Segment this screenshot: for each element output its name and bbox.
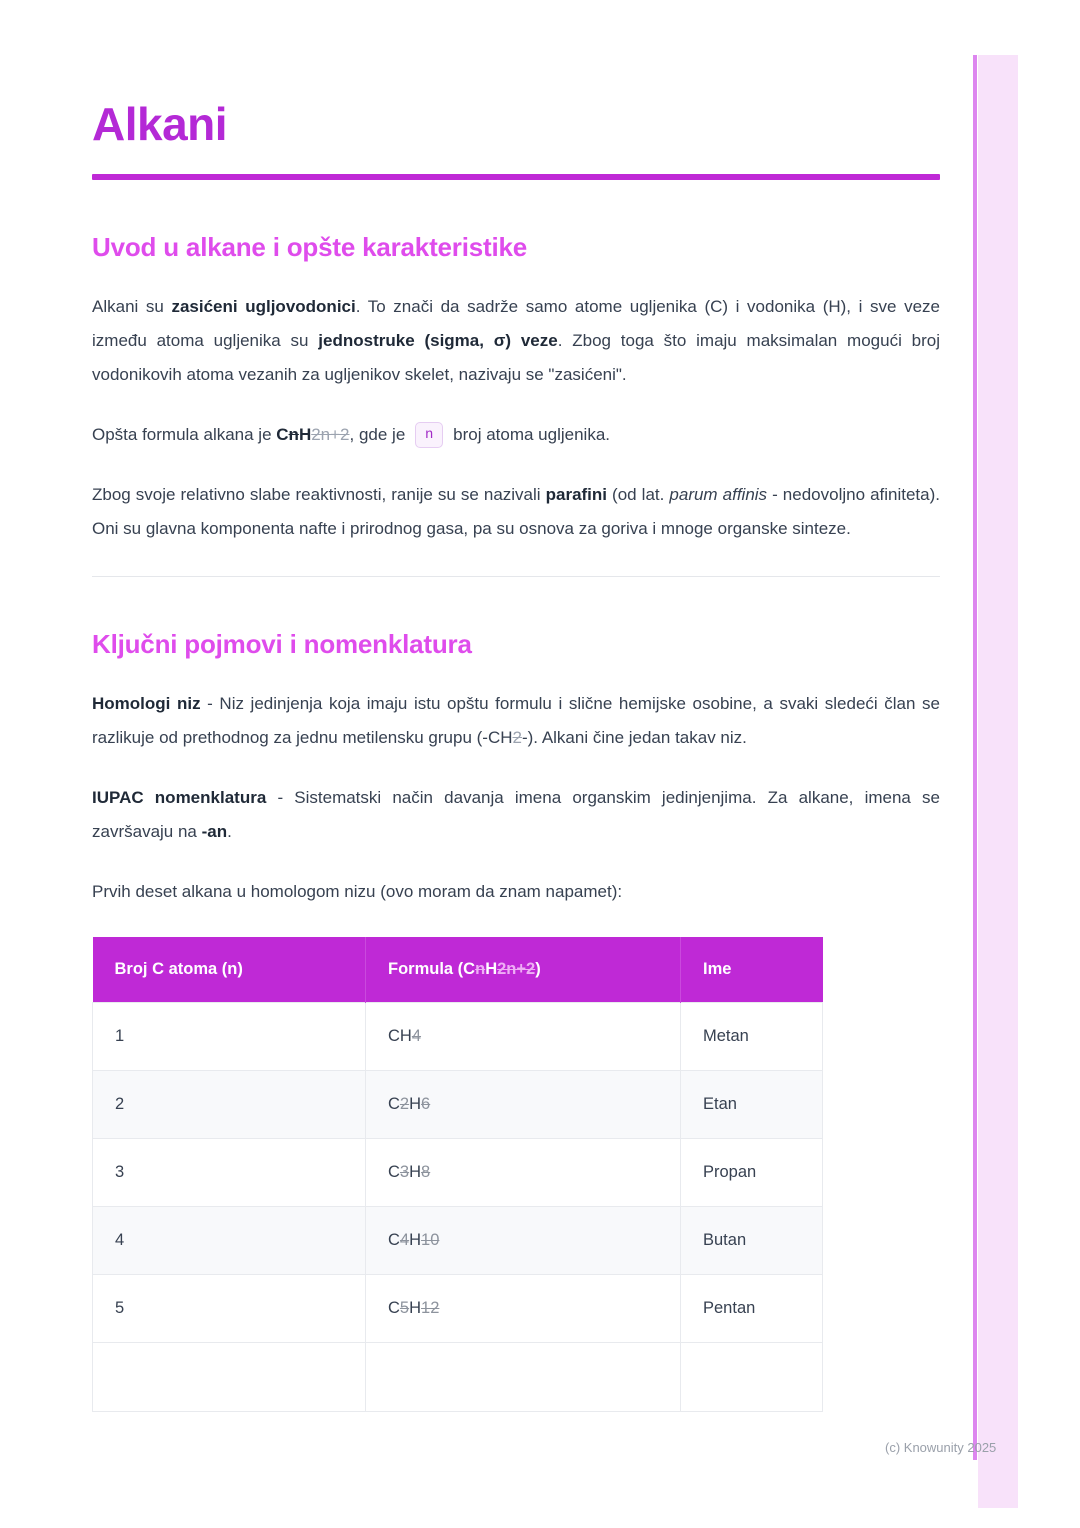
text-run: . To znači da sadrže samo atome ugljenika (C) i vodonika (H), i sve veze između atoma ugljenika su xyxy=(92,297,940,350)
section-heading-intro: Uvod u alkane i opšte karakteristike xyxy=(92,232,527,262)
text-run: . Zbog toga što imaju maksimalan mogući broj vodonikovih atoma vezanih za ugljenikov skelet, nazivaju se "zasićeni". xyxy=(92,331,940,384)
text-run: C xyxy=(388,1095,400,1113)
text-run: , gde je xyxy=(349,425,411,444)
cell-num xyxy=(93,1343,366,1412)
inline-code-chip: n xyxy=(415,422,443,448)
cell-formula xyxy=(366,1207,681,1275)
section-heading-pojmovi: Ključni pojmovi i nomenklatura xyxy=(92,629,472,659)
table-header-ime: Ime xyxy=(681,937,823,1003)
formula-h: H xyxy=(298,425,312,444)
alkane-table xyxy=(92,937,823,1412)
text-run-bold: jednostruke (sigma, σ) veze xyxy=(318,331,558,350)
text-run: -). Alkani čine jedan takav niz. xyxy=(521,728,747,747)
table-header-broj: Broj C atoma (n) xyxy=(93,937,366,1003)
right-margin-band xyxy=(978,55,1018,1508)
text-run: Formula (C xyxy=(388,960,476,978)
table-row xyxy=(93,1207,823,1275)
right-margin-band-line xyxy=(973,55,977,1460)
text-run-bold: -an xyxy=(201,822,228,841)
copyright-note: (c) Knowunity 2025 xyxy=(885,1440,997,1455)
text-run: H xyxy=(409,1095,422,1113)
formula-sub: 8 xyxy=(421,1163,431,1181)
text-run-bold: zasićeni ugljovodonici xyxy=(171,297,356,316)
table-row xyxy=(93,1003,823,1071)
text-run: H xyxy=(485,960,498,978)
formula-sub: 4 xyxy=(399,1231,410,1249)
text-run-bold: IUPAC nomenklatura xyxy=(92,788,267,807)
text-run: - nedovoljno afiniteta). Oni su glavna komponenta nafte i prirodnog gasa, pa su osnova za goriva i mnoge organske sinteze. xyxy=(92,485,940,538)
cell-num: 1 xyxy=(93,1003,366,1071)
cell-name: Pentan xyxy=(681,1275,823,1343)
text-run: H xyxy=(409,1299,422,1317)
cell-formula xyxy=(366,1071,681,1139)
paragraph-pojmovi-2 xyxy=(92,781,940,849)
text-run: ) xyxy=(535,960,541,978)
cell-num: 4 xyxy=(93,1207,366,1275)
text-run: broj atoma ugljenika. xyxy=(448,425,611,444)
formula-sub: 6 xyxy=(421,1095,431,1113)
text-run: Zbog svoje relativno slabe reaktivnosti, ranije su se nazivali xyxy=(92,485,546,504)
formula-sub: 2 xyxy=(399,1095,410,1113)
text-run-bold: parafini xyxy=(545,485,608,504)
formula-sub-n: n xyxy=(288,425,299,444)
text-run: (od lat. xyxy=(607,485,670,504)
text-run: H xyxy=(409,1163,422,1181)
table-row xyxy=(93,1139,823,1207)
cell-name: Propan xyxy=(681,1139,823,1207)
table-header-row xyxy=(93,937,823,1003)
formula-sub-2: 2 xyxy=(512,728,522,747)
paragraph-intro-1 xyxy=(92,290,940,392)
table-row xyxy=(93,1275,823,1343)
document-content xyxy=(92,0,940,1412)
formula-sub: 5 xyxy=(399,1299,410,1317)
paragraph-pojmovi-1 xyxy=(92,687,940,755)
cell-name xyxy=(681,1343,823,1412)
section-divider xyxy=(92,576,940,577)
table-row xyxy=(93,1071,823,1139)
cell-name: Metan xyxy=(681,1003,823,1071)
text-run: CH xyxy=(388,1027,412,1045)
cell-formula xyxy=(366,1139,681,1207)
cell-name: Etan xyxy=(681,1071,823,1139)
text-run: - Niz jedinjenja koja imaju istu opštu formulu i slične hemijske osobine, a svaki sledeći član se razlikuje od prethodnog za jednu metilensku grupu (-CH xyxy=(92,694,940,747)
formula-sub-2n2: 2n+2 xyxy=(311,425,350,444)
table-header-formula xyxy=(366,937,681,1003)
text-run-italic: parum affinis xyxy=(669,485,768,504)
formula-sub-n: n xyxy=(475,960,486,978)
table-row-partial xyxy=(93,1343,823,1412)
text-run: C xyxy=(388,1231,400,1249)
text-run-bold: Homologi niz xyxy=(92,694,201,713)
cell-name: Butan xyxy=(681,1207,823,1275)
cell-num: 5 xyxy=(93,1275,366,1343)
formula-sub: 10 xyxy=(421,1231,440,1249)
text-run: H xyxy=(409,1231,422,1249)
cell-formula xyxy=(366,1003,681,1071)
cell-formula xyxy=(366,1343,681,1412)
cell-num: 3 xyxy=(93,1139,366,1207)
formula-sub: 3 xyxy=(399,1163,410,1181)
text-run: C xyxy=(388,1163,400,1181)
text-run: Alkani su xyxy=(92,297,172,316)
text-run: C xyxy=(388,1299,400,1317)
title-divider xyxy=(92,174,940,180)
formula-c: C xyxy=(276,425,289,444)
paragraph-intro-2 xyxy=(92,418,940,452)
paragraph-intro-3 xyxy=(92,478,940,546)
text-run: - Sistematski način davanja imena organskim jedinjenjima. Za alkane, imena se završavaju na xyxy=(92,788,940,841)
formula-sub: 4 xyxy=(411,1027,422,1045)
text-run: . xyxy=(227,822,232,841)
formula-sub-2n2: 2n+2 xyxy=(497,960,536,978)
formula-sub: 12 xyxy=(421,1299,440,1317)
cell-formula xyxy=(366,1275,681,1343)
text-run: Opšta formula alkana je xyxy=(92,425,277,444)
page-title: Alkani xyxy=(92,98,228,150)
paragraph-pojmovi-3: Prvih deset alkana u homologom nizu (ovo moram da znam napamet): xyxy=(92,882,623,901)
cell-num: 2 xyxy=(93,1071,366,1139)
